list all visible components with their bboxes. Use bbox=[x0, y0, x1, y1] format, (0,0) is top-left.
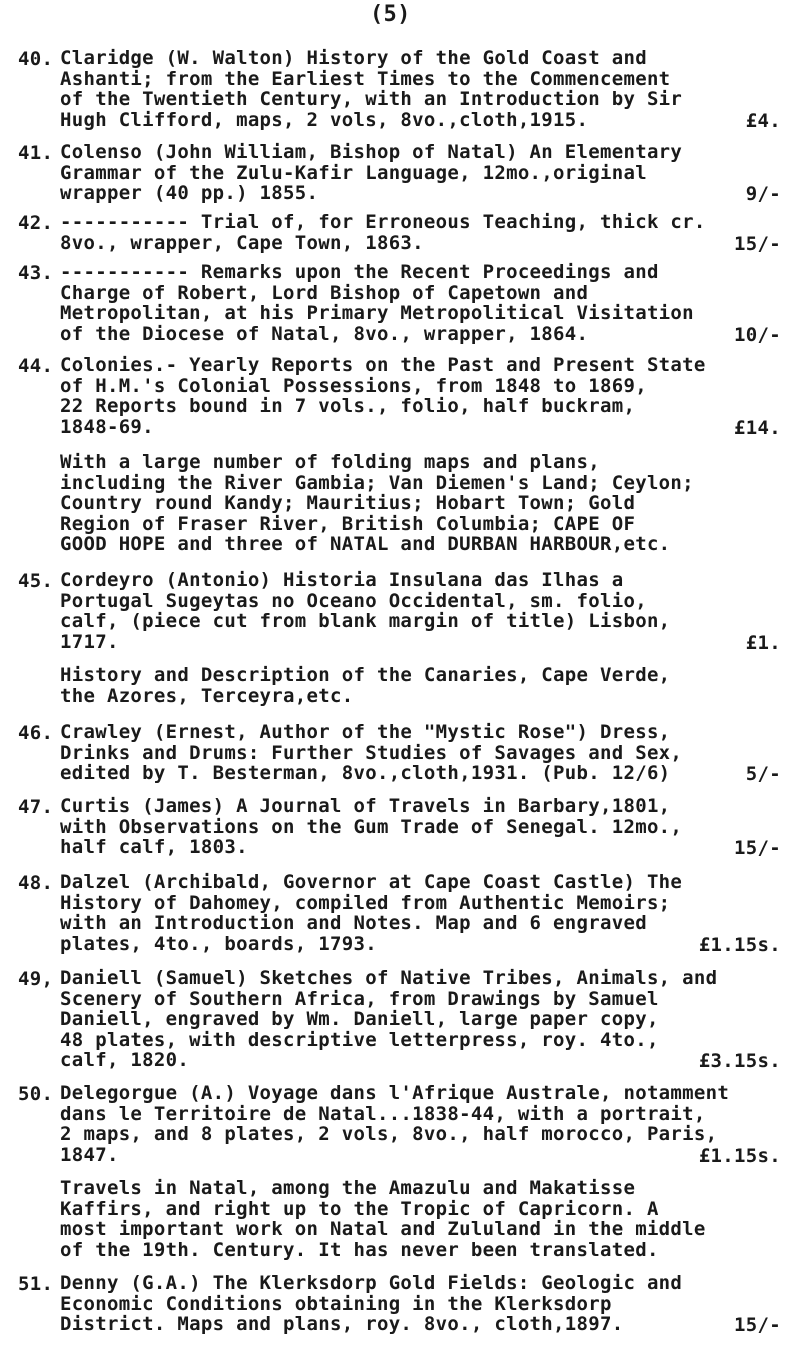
entry-description bbox=[60, 142, 730, 204]
entry-line: with an Introduction and Notes. Map and 6 engraved bbox=[60, 912, 647, 934]
note-line: Region of Fraser River, British Columbia; CAPE OF bbox=[60, 512, 636, 535]
entry-price: 15/- bbox=[734, 1314, 781, 1336]
entry-description bbox=[60, 872, 730, 954]
entry-price: £1.15s. bbox=[698, 933, 781, 956]
entry-line: with Observations on the Gum Trade of Senegal. 12mo., bbox=[60, 815, 683, 838]
entry-price: 15/- bbox=[734, 837, 781, 859]
entry-number: 40. bbox=[18, 48, 54, 70]
note-line: History and Description of the Canaries, Cape Verde, bbox=[60, 664, 671, 686]
entry-line: Daniell (Samuel) Sketches of Native Tribes, Animals, and bbox=[60, 967, 718, 989]
entry-line: Metropolitan, at his Primary Metropolitical Visitation bbox=[60, 302, 694, 324]
entry-line: half calf, 1803. bbox=[60, 836, 248, 858]
entry-number: 43. bbox=[18, 262, 54, 284]
entry-line: Hugh Clifford, maps, 2 vols, 8vo.,cloth,1915. bbox=[60, 108, 589, 131]
entry-line: 2 maps, and 8 plates, 2 vols, 8vo., half morocco, Paris, bbox=[60, 1123, 718, 1145]
entry-line: of the Diocese of Natal, 8vo., wrapper, 1864. bbox=[60, 322, 589, 345]
note-line: GOOD HOPE and three of NATAL and DURBAN HARBOUR,etc. bbox=[60, 533, 671, 555]
page-number: (5) bbox=[370, 2, 411, 27]
entry-line: Ashanti; from the Earliest Times to the Commencement bbox=[60, 67, 671, 90]
note-line: most important work on Natal and Zululand in the middle bbox=[60, 1218, 706, 1240]
entry-description bbox=[60, 1273, 730, 1335]
entry-line: Grammar of the Zulu-Kafir Language, 12mo.,original bbox=[60, 161, 647, 184]
entry-price: 10/- bbox=[734, 323, 781, 346]
entry-price: 9/- bbox=[745, 183, 781, 205]
entry-description bbox=[60, 212, 730, 253]
entry-line: History of Dahomey, compiled from Authentic Memoirs; bbox=[60, 891, 671, 914]
entry-line: dans le Territoire de Natal...1838-44, with a portrait, bbox=[60, 1102, 706, 1125]
entry-line: Charge of Robert, Lord Bishop of Capetown and bbox=[60, 281, 589, 304]
entry-price: £1.15s. bbox=[698, 1144, 781, 1167]
entry-number: 48. bbox=[18, 872, 54, 894]
entry-line: Claridge (W. Walton) History of the Gold Coast and bbox=[60, 47, 647, 69]
entry-line: Economic Conditions obtaining in the Klerksdorp bbox=[60, 1292, 612, 1315]
entry-line: Scenery of Southern Africa, from Drawings by Samuel bbox=[60, 987, 659, 1010]
entry-line: Dalzel (Archibald, Governor at Cape Coast Castle) The bbox=[60, 871, 683, 893]
entry-number: 45. bbox=[18, 570, 54, 592]
entry-line: Curtis (James) A Journal of Travels in Barbary,1801, bbox=[60, 795, 671, 817]
entry-line: District. Maps and plans, roy. 8vo., cloth,1897. bbox=[60, 1313, 624, 1335]
entry-description bbox=[60, 48, 730, 130]
entry-description bbox=[60, 968, 730, 1071]
note-line: of the 19th. Century. It has never been translated. bbox=[60, 1238, 659, 1261]
note-line: Country round Kandy; Mauritius; Hobart Town; Gold bbox=[60, 492, 636, 514]
entry-note-text bbox=[60, 452, 730, 555]
entry-number: 49, bbox=[18, 968, 54, 990]
entry-line: Crawley (Ernest, Author of the "Mystic Rose") Dress, bbox=[60, 721, 671, 743]
entry-line: 48 plates, with descriptive letterpress, roy. 4to., bbox=[60, 1028, 659, 1051]
entry-note-text bbox=[60, 1178, 730, 1260]
entry-line: 1848-69. bbox=[60, 415, 154, 438]
entry-line: of H.M.'s Colonial Possessions, from 1848 to 1869, bbox=[60, 374, 647, 397]
entry-price: £1. bbox=[745, 631, 781, 654]
entry-line: ----------- Remarks upon the Recent Proceedings and bbox=[60, 261, 659, 283]
entry-line: Cordeyro (Antonio) Historia Insulana das Ilhas a bbox=[60, 569, 624, 591]
entry-line: Colenso (John William, Bishop of Natal) An Elementary bbox=[60, 141, 683, 163]
entry-line: plates, 4to., boards, 1793. bbox=[60, 932, 377, 955]
entry-line: Portugal Sugeytas no Oceano Occidental, sm. folio, bbox=[60, 589, 647, 612]
entry-line: Drinks and Drums: Further Studies of Savages and Sex, bbox=[60, 741, 683, 764]
entry-line: of the Twentieth Century, with an Introduction by Sir bbox=[60, 88, 683, 110]
entry-line: 22 Reports bound in 7 vols., folio, half buckram, bbox=[60, 395, 636, 417]
entry-line: 1717. bbox=[60, 630, 119, 653]
entry-number: 41. bbox=[18, 142, 54, 164]
entry-description bbox=[60, 796, 730, 858]
entry-number: 42. bbox=[18, 212, 54, 234]
entry-line: Daniell, engraved by Wm. Daniell, large paper copy, bbox=[60, 1008, 659, 1030]
entry-number: 44. bbox=[18, 355, 54, 377]
entry-number: 46. bbox=[18, 722, 54, 744]
note-line: Travels in Natal, among the Amazulu and Makatisse bbox=[60, 1177, 636, 1199]
note-line: the Azores, Terceyra,etc. bbox=[60, 684, 354, 707]
note-line: including the River Gambia; Van Diemen's Land; Ceylon; bbox=[60, 471, 694, 494]
entry-price: £4. bbox=[745, 109, 781, 132]
entry-line: calf, 1820. bbox=[60, 1049, 190, 1071]
entry-line: wrapper (40 pp.) 1855. bbox=[60, 182, 319, 204]
note-line: With a large number of folding maps and plans, bbox=[60, 451, 600, 473]
entry-line: 1847. bbox=[60, 1143, 119, 1166]
entry-description bbox=[60, 355, 730, 437]
entry-note-text bbox=[60, 665, 730, 706]
entry-description bbox=[60, 1083, 730, 1165]
entry-line: Delegorgue (A.) Voyage dans l'Afrique Australe, notamment bbox=[60, 1082, 730, 1104]
entry-price: 5/- bbox=[745, 763, 781, 785]
entry-price: £3.15s. bbox=[698, 1050, 781, 1072]
entry-description bbox=[60, 570, 730, 652]
entry-line: ----------- Trial of, for Erroneous Teaching, thick cr. bbox=[60, 211, 706, 233]
entry-line: Denny (G.A.) The Klerksdorp Gold Fields: Geologic and bbox=[60, 1272, 683, 1294]
entry-price: £14. bbox=[734, 416, 781, 439]
entry-number: 50. bbox=[18, 1083, 54, 1105]
entry-line: Colonies.- Yearly Reports on the Past and Present State bbox=[60, 354, 706, 376]
entry-line: 8vo., wrapper, Cape Town, 1863. bbox=[60, 231, 424, 254]
entry-description bbox=[60, 262, 730, 344]
note-line: Kaffirs, and right up to the Tropic of Capricorn. A bbox=[60, 1197, 659, 1220]
entry-line: calf, (piece cut from blank margin of title) Lisbon, bbox=[60, 610, 671, 632]
entry-description bbox=[60, 722, 730, 784]
entry-number: 51. bbox=[18, 1273, 54, 1295]
entry-line: edited by T. Besterman, 8vo.,cloth,1931. (Pub. 12/6) bbox=[60, 762, 671, 784]
entry-number: 47. bbox=[18, 796, 54, 818]
entry-price: 15/- bbox=[734, 232, 781, 255]
